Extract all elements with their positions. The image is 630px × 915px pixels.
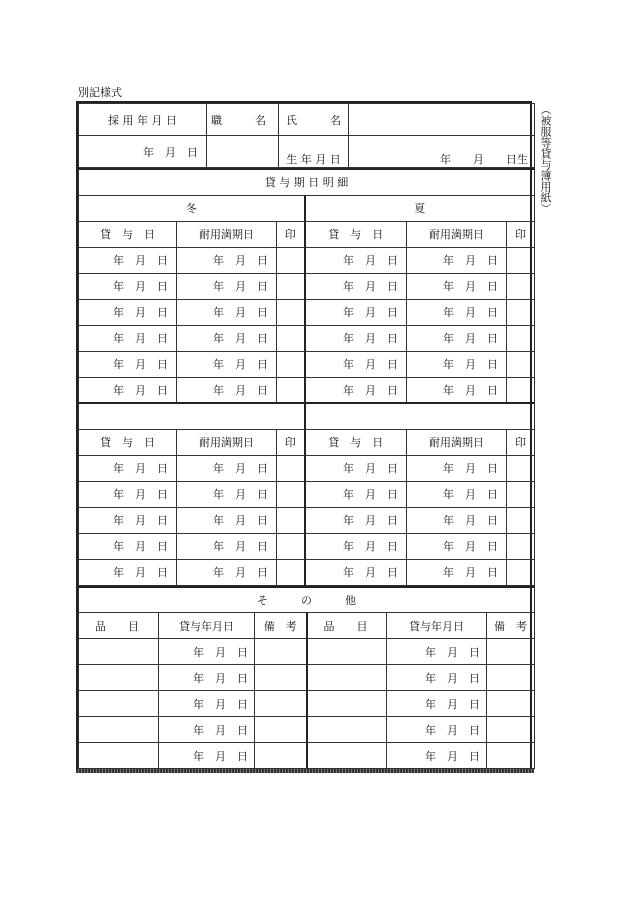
right-seal-header: 印 [507,221,535,247]
left-other-loan-date-cell[interactable]: 年 月 日 [159,717,255,743]
block1-column-header-row [79,221,535,247]
right-remarks-cell[interactable] [487,665,535,691]
right-other-loan-date-cell[interactable]: 年 月 日 [387,743,487,769]
right-seal-cell[interactable] [507,533,535,559]
clothing-loan-form [76,101,532,771]
right-remarks-cell[interactable] [487,717,535,743]
right-expiry-cell[interactable]: 年 月 日 [407,481,507,507]
right-loan-date-cell[interactable]: 年 月 日 [305,247,407,273]
left-loan-date-cell[interactable]: 年 月 日 [79,559,177,585]
right-loan-date-cell[interactable]: 年 月 日 [305,533,407,559]
block2-column-header-row [79,429,535,455]
left-expiry-cell[interactable]: 年 月 日 [177,559,277,585]
left-seal-cell[interactable] [277,325,305,351]
hire-date-label: 採 用 年 月 日 [79,104,207,136]
left-item-cell[interactable] [79,665,159,691]
left-loan-date-cell[interactable]: 年 月 日 [79,481,177,507]
right-item-header: 品 目 [307,613,387,639]
right-seal-cell[interactable] [507,377,535,403]
left-item-header: 品 目 [79,613,159,639]
block2-loan-row [79,507,535,533]
right-seal-cell[interactable] [507,481,535,507]
right-loan-date-cell[interactable]: 年 月 日 [305,559,407,585]
block2-loan-row [79,481,535,507]
left-loan-date-cell[interactable]: 年 月 日 [79,455,177,481]
right-seal-cell[interactable] [507,507,535,533]
right-loan-date-cell[interactable]: 年 月 日 [305,481,407,507]
left-remarks-cell[interactable] [255,691,307,717]
right-remarks-header: 備 考 [487,613,535,639]
block2-loan-row [79,559,535,585]
right-item-cell[interactable] [307,717,387,743]
left-seal-cell[interactable] [277,299,305,325]
right-loan-date-cell[interactable]: 年 月 日 [305,325,407,351]
right-loan-date-cell[interactable]: 年 月 日 [305,507,407,533]
hire-date-value[interactable]: 年 月 日 [79,136,207,168]
left-expiry-cell[interactable]: 年 月 日 [177,481,277,507]
block1-loan-row [79,299,535,325]
left-loan-date-cell[interactable]: 年 月 日 [79,247,177,273]
left-expiry-cell[interactable]: 年 月 日 [177,247,277,273]
summer-label: 夏 [305,195,535,221]
left-item-cell[interactable] [79,691,159,717]
left-seal-cell[interactable] [277,559,305,585]
other-item-row [79,639,535,665]
right-expiry-cell[interactable]: 年 月 日 [407,377,507,403]
left-seal-cell[interactable] [277,273,305,299]
right-loan-date-header: 貸 与 日 [305,221,407,247]
left-seal-cell[interactable] [277,377,305,403]
right-loan-date-header: 貸 与 日 [305,429,407,455]
right-expiry-cell[interactable]: 年 月 日 [407,507,507,533]
form-bottom-border [76,769,534,773]
left-item-cell[interactable] [79,717,159,743]
right-other-loan-date-header: 貸与年月日 [387,613,487,639]
right-seal-cell[interactable] [507,559,535,585]
left-loan-date-cell[interactable]: 年 月 日 [79,533,177,559]
right-seal-cell[interactable] [507,455,535,481]
right-seal-cell[interactable] [507,325,535,351]
left-loan-date-cell[interactable]: 年 月 日 [79,377,177,403]
block1-loan-row [79,273,535,299]
right-remarks-cell[interactable] [487,743,535,769]
position-label: 職 名 [207,104,279,136]
left-seal-cell[interactable] [277,247,305,273]
left-loan-date-cell[interactable]: 年 月 日 [79,273,177,299]
loan-section-title: 貸 与 期 日 明 細 [79,169,535,195]
left-seal-cell[interactable] [277,481,305,507]
block2-right-season-label[interactable] [305,403,535,429]
dob-value[interactable]: 年 月 日生 [349,136,535,168]
left-remarks-cell[interactable] [255,639,307,665]
right-loan-date-cell[interactable]: 年 月 日 [305,351,407,377]
left-remarks-cell[interactable] [255,665,307,691]
name-field[interactable] [349,104,535,136]
left-item-cell[interactable] [79,743,159,769]
right-item-cell[interactable] [307,665,387,691]
right-expiry-cell[interactable]: 年 月 日 [407,455,507,481]
left-seal-cell[interactable] [277,351,305,377]
other-item-row [79,717,535,743]
right-expiry-header: 耐用満期日 [407,429,507,455]
left-expiry-cell[interactable]: 年 月 日 [177,325,277,351]
block1-loan-row [79,377,535,403]
right-loan-date-cell[interactable]: 年 月 日 [305,455,407,481]
right-expiry-cell[interactable]: 年 月 日 [407,299,507,325]
other-item-row [79,691,535,717]
left-loan-date-cell[interactable]: 年 月 日 [79,325,177,351]
right-expiry-cell[interactable]: 年 月 日 [407,273,507,299]
right-remarks-cell[interactable] [487,639,535,665]
right-other-loan-date-cell[interactable]: 年 月 日 [387,639,487,665]
left-expiry-cell[interactable]: 年 月 日 [177,273,277,299]
left-seal-cell[interactable] [277,507,305,533]
other-item-row [79,665,535,691]
winter-label: 冬 [79,195,305,221]
right-expiry-cell[interactable]: 年 月 日 [407,351,507,377]
other-item-row [79,743,535,769]
left-seal-header: 印 [277,221,305,247]
right-seal-cell[interactable] [507,351,535,377]
right-other-loan-date-cell[interactable]: 年 月 日 [387,717,487,743]
right-remarks-cell[interactable] [487,691,535,717]
right-other-loan-date-cell[interactable]: 年 月 日 [387,665,487,691]
left-expiry-cell[interactable]: 年 月 日 [177,351,277,377]
right-seal-header: 印 [507,429,535,455]
right-other-loan-date-cell[interactable]: 年 月 日 [387,691,487,717]
left-loan-date-cell[interactable]: 年 月 日 [79,299,177,325]
left-expiry-cell[interactable]: 年 月 日 [177,533,277,559]
right-expiry-cell[interactable]: 年 月 日 [407,325,507,351]
block1-loan-row [79,351,535,377]
left-loan-date-header: 貸 与 日 [79,221,177,247]
block1-loan-row [79,325,535,351]
left-remarks-cell[interactable] [255,717,307,743]
form-caption: 別記様式 [78,86,122,99]
left-other-loan-date-cell[interactable]: 年 月 日 [159,639,255,665]
other-items-table [78,586,535,770]
left-other-loan-date-cell[interactable]: 年 月 日 [159,665,255,691]
left-other-loan-date-cell[interactable]: 年 月 日 [159,743,255,769]
right-item-cell[interactable] [307,743,387,769]
left-expiry-header: 耐用満期日 [177,221,277,247]
left-item-cell[interactable] [79,639,159,665]
right-loan-date-cell[interactable]: 年 月 日 [305,377,407,403]
block2-loan-row [79,455,535,481]
right-seal-cell[interactable] [507,299,535,325]
left-expiry-cell[interactable]: 年 月 日 [177,455,277,481]
left-other-loan-date-header: 貸与年月日 [159,613,255,639]
right-loan-date-cell[interactable]: 年 月 日 [305,273,407,299]
left-loan-date-cell[interactable]: 年 月 日 [79,507,177,533]
right-expiry-cell[interactable]: 年 月 日 [407,533,507,559]
left-remarks-cell[interactable] [255,743,307,769]
block1-loan-row [79,247,535,273]
left-loan-date-header: 貸 与 日 [79,429,177,455]
right-seal-cell[interactable] [507,247,535,273]
left-seal-cell[interactable] [277,455,305,481]
right-expiry-header: 耐用満期日 [407,221,507,247]
header-table [78,103,535,168]
right-expiry-cell[interactable]: 年 月 日 [407,247,507,273]
block2-left-season-label[interactable] [79,403,305,429]
right-seal-cell[interactable] [507,273,535,299]
right-item-cell[interactable] [307,691,387,717]
left-expiry-header: 耐用満期日 [177,429,277,455]
name-label: 氏 名 [279,104,349,136]
form-side-note: （被服等貸与簿用紙） [539,104,552,214]
left-expiry-cell[interactable]: 年 月 日 [177,507,277,533]
left-other-loan-date-cell[interactable]: 年 月 日 [159,691,255,717]
block2-loan-row [79,533,535,559]
left-remarks-header: 備 考 [255,613,307,639]
left-expiry-cell[interactable]: 年 月 日 [177,299,277,325]
position-field[interactable] [207,136,279,168]
right-expiry-cell[interactable]: 年 月 日 [407,559,507,585]
left-seal-cell[interactable] [277,533,305,559]
right-loan-date-cell[interactable]: 年 月 日 [305,299,407,325]
left-expiry-cell[interactable]: 年 月 日 [177,377,277,403]
left-seal-header: 印 [277,429,305,455]
other-section-title: そ の 他 [79,587,535,613]
left-loan-date-cell[interactable]: 年 月 日 [79,351,177,377]
loan-detail-table [78,168,535,586]
right-item-cell[interactable] [307,639,387,665]
dob-label: 生 年 月 日 [279,136,349,168]
